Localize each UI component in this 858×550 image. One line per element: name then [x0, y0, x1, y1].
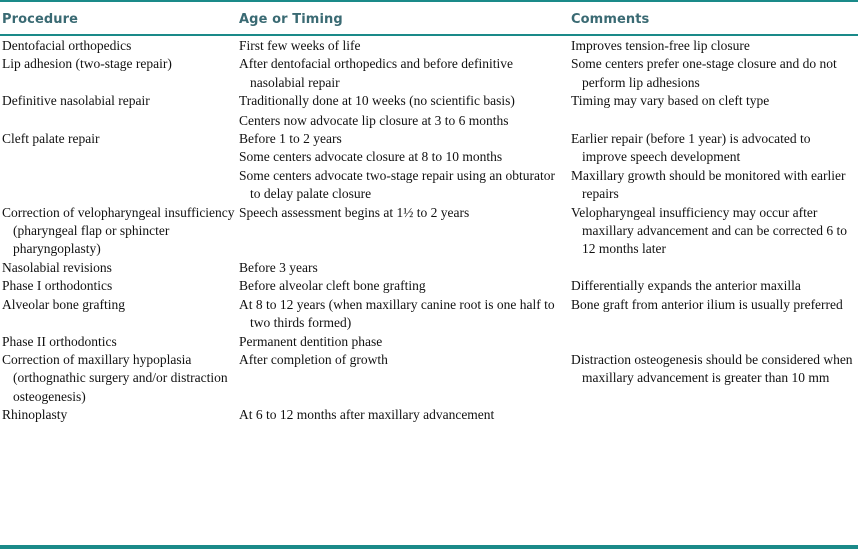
table-row [0, 351, 858, 406]
timing-cell: Speech assessment begins at 1½ to 2 years [239, 204, 470, 220]
table-row [0, 37, 858, 55]
comment-cell: Bone graft from anterior ilium is usually preferred [571, 296, 843, 312]
header-age-or-timing: Age or Timing [239, 12, 343, 27]
table-row [0, 296, 858, 333]
timing-cell: Traditionally done at 10 weeks (no scientific basis) [239, 93, 515, 109]
table-row [0, 92, 858, 130]
procedure-cell: Phase II orthodontics [2, 333, 117, 349]
table-top-rule [0, 0, 858, 2]
timing-cell: Some centers advocate closure at 8 to 10 months [239, 149, 503, 165]
table-row [0, 406, 858, 424]
timing-cell: Permanent dentition phase [239, 333, 383, 349]
timing-cell: After completion of growth [239, 351, 388, 367]
timing-cell: Before alveolar cleft bone grafting [239, 278, 426, 294]
comment-cell: Maxillary growth should be monitored with earlier repairs [571, 167, 846, 202]
table-header-rule [0, 34, 858, 36]
timing-cell: At 6 to 12 months after maxillary advancement [239, 407, 495, 423]
procedure-cell: Cleft palate repair [2, 131, 100, 147]
comment-cell: Earlier repair (before 1 year) is advocated to improve speech development [571, 131, 811, 165]
procedure-cell: Nasolabial revisions [2, 259, 112, 275]
timing-cell: After dentofacial orthopedics and before definitive nasolabial repair [239, 56, 514, 90]
comment-cell: Differentially expands the anterior maxilla [571, 278, 801, 294]
procedure-cell: Dentofacial orthopedics [2, 38, 132, 53]
procedure-table [0, 37, 858, 425]
comment-cell: Improves tension-free lip closure [571, 38, 750, 53]
table-row [0, 259, 858, 277]
table-bottom-rule [0, 545, 858, 549]
timing-cell: Before 3 years [239, 259, 318, 275]
timing-cell: Before 1 to 2 years [239, 131, 342, 147]
header-comments: Comments [571, 12, 650, 27]
procedure-cell: Alveolar bone grafting [2, 296, 125, 312]
timing-cell: First few weeks of life [239, 38, 361, 53]
timing-cell: At 8 to 12 years (when maxillary canine root is one half to two thirds formed) [239, 296, 555, 331]
procedure-cell: Lip adhesion (two-stage repair) [2, 56, 172, 72]
table-row [0, 204, 858, 259]
timing-cell: Centers now advocate lip closure at 3 to 6 months [239, 112, 509, 128]
procedure-cell: Rhinoplasty [2, 407, 68, 423]
table-row [0, 55, 858, 92]
header-procedure: Procedure [2, 12, 79, 27]
comment-cell: Distraction osteogenesis should be considered when maxillary advancement is greater than 10 mm [571, 351, 853, 386]
comment-cell: Some centers prefer one-stage closure and do not perform lip adhesions [571, 56, 837, 90]
table-row [0, 333, 858, 351]
table-row [0, 130, 858, 204]
comment-cell: Timing may vary based on cleft type [571, 93, 770, 109]
procedure-cell: Correction of velopharyngeal insufficiency (pharyngeal flap or sphincter pharyngoplasty) [2, 204, 235, 257]
table-row [0, 277, 858, 295]
comment-cell: Velopharyngeal insufficiency may occur after maxillary advancement and can be corrected 6 to 12 months later [571, 204, 847, 257]
procedure-cell: Definitive nasolabial repair [2, 93, 150, 109]
procedure-cell: Phase I orthodontics [2, 278, 113, 294]
procedure-cell: Correction of maxillary hypoplasia (orthognathic surgery and/or distraction osteogenesis) [2, 351, 228, 404]
timing-cell: Some centers advocate two-stage repair using an obturator to delay palate closure [239, 167, 556, 202]
